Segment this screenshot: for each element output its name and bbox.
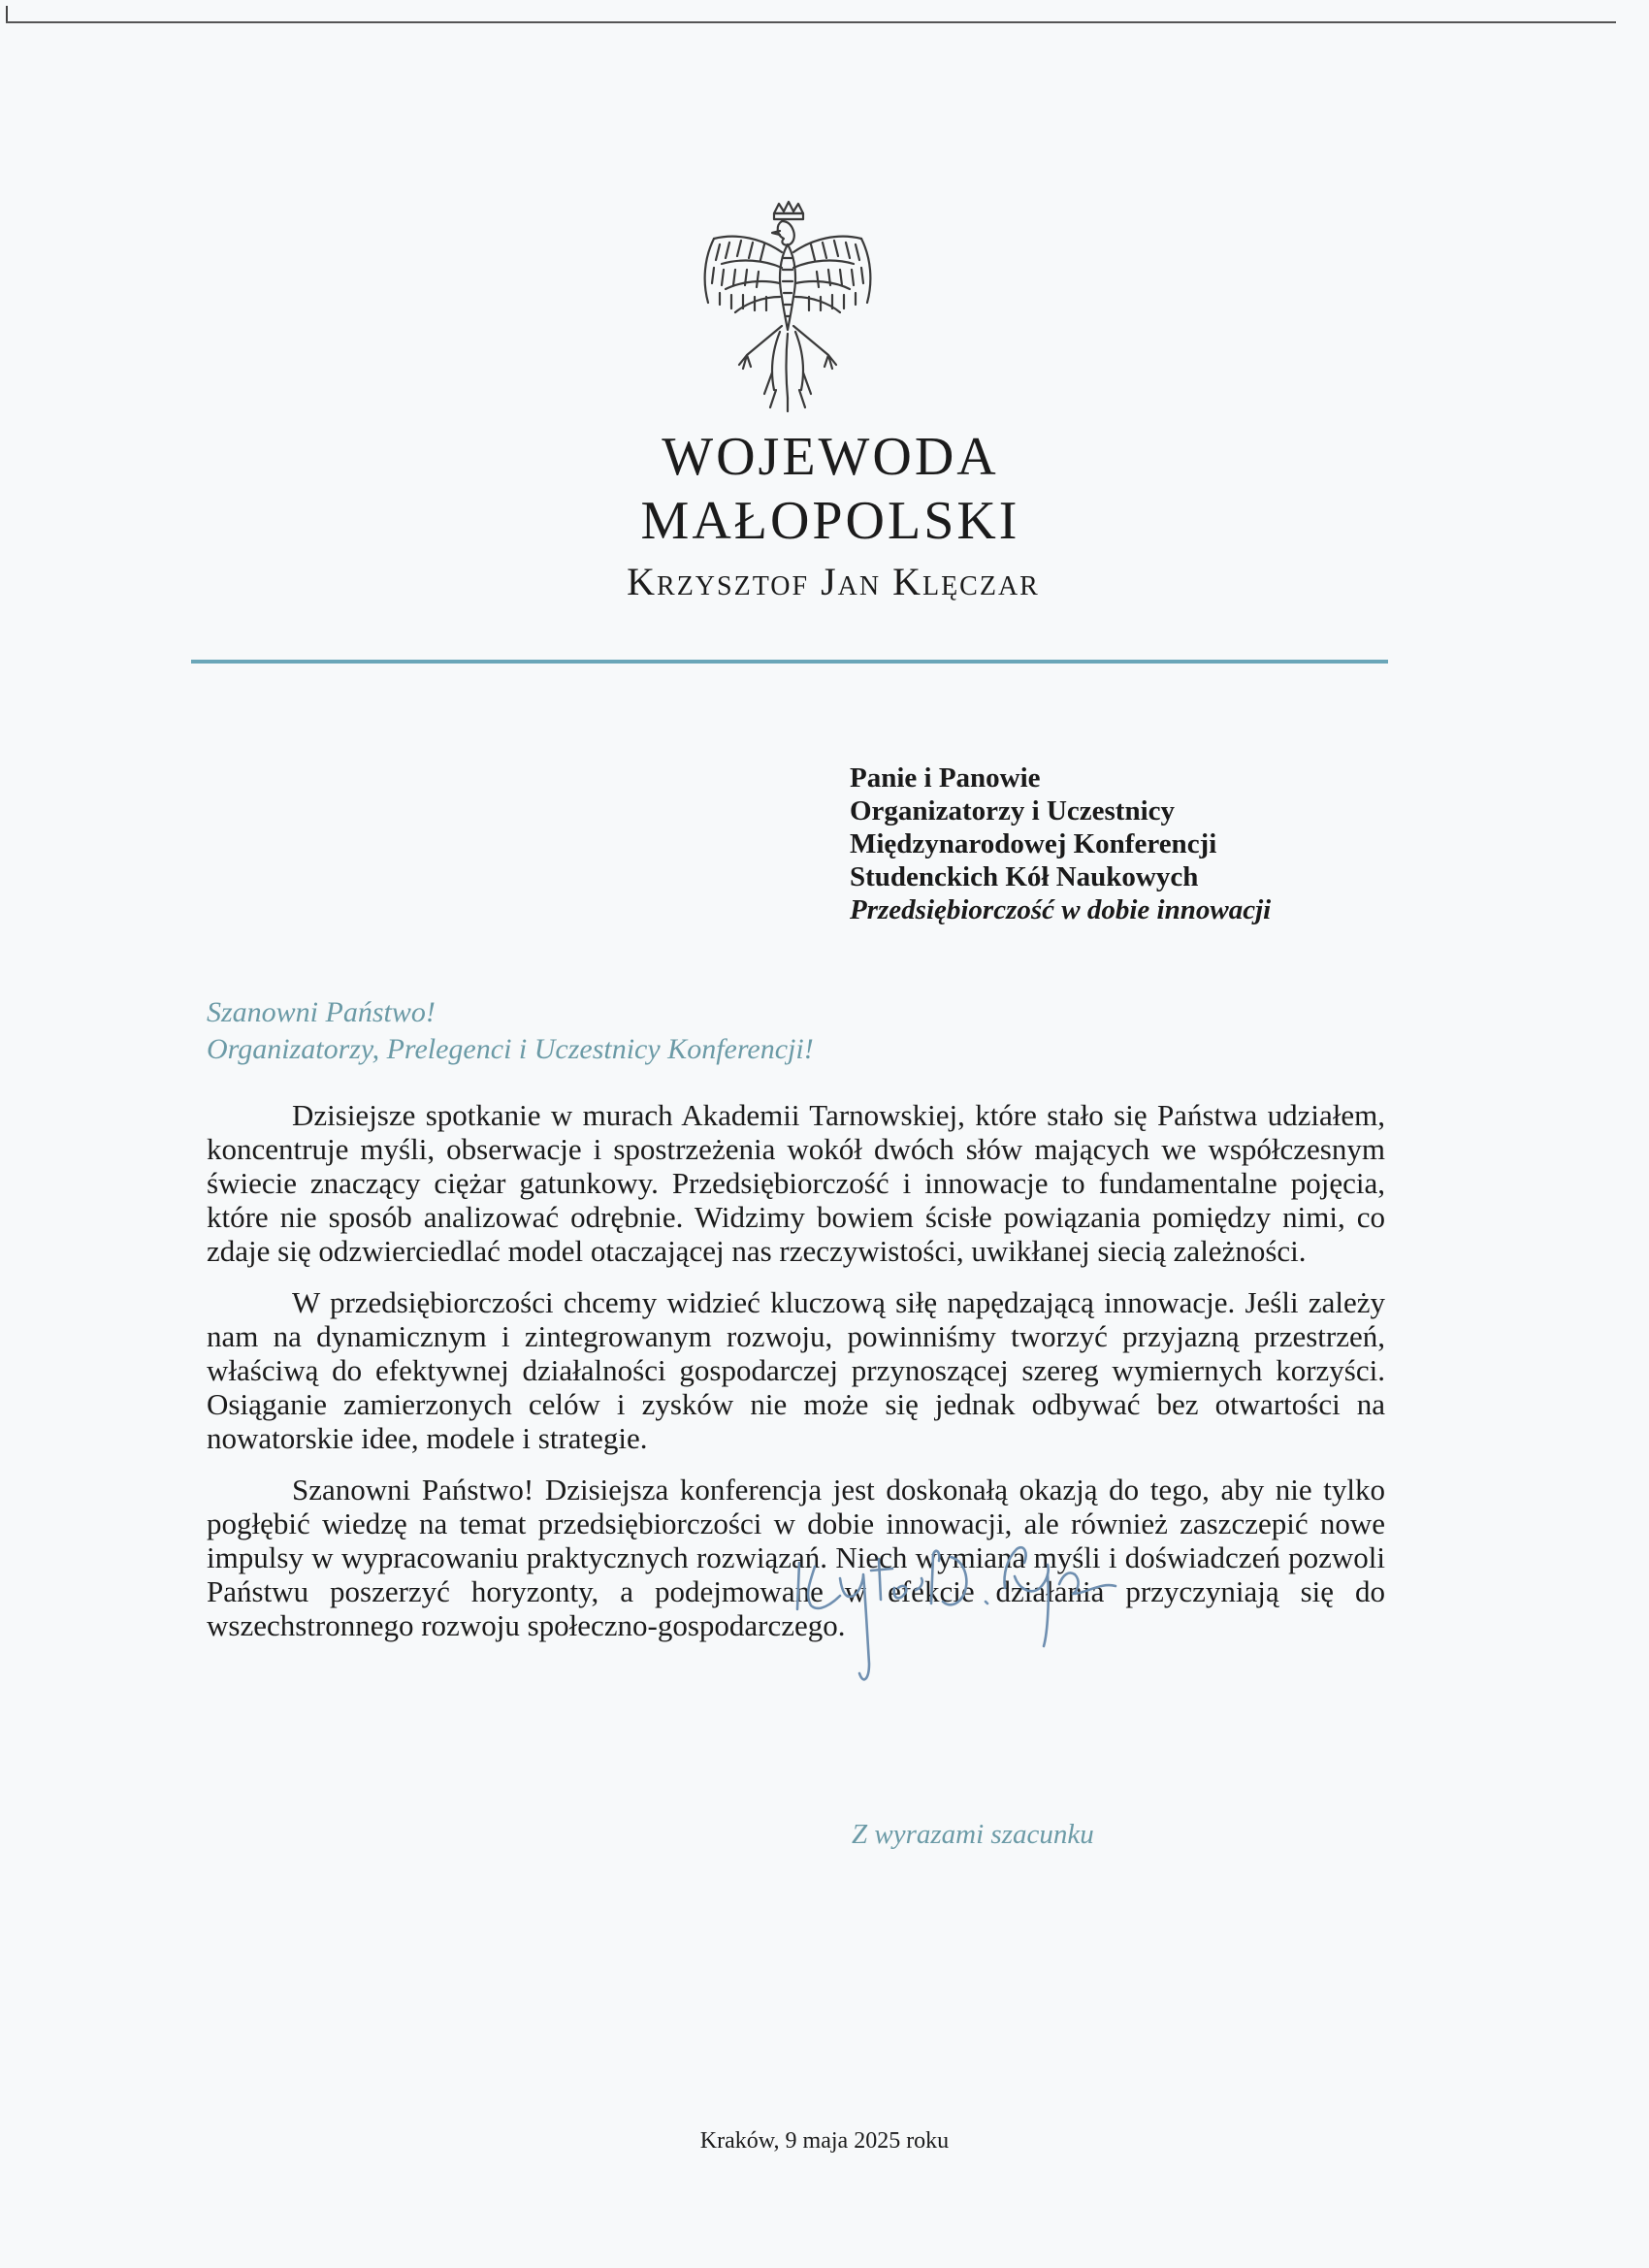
office-header (0, 425, 1649, 604)
body-paragraph: Szanowni Państwo! Dzisiejsza konferencja jest doskonałą okazją do tego, aby nie tylko pogłębić wiedzę na temat przedsiębiorczości w dobie innowacji, ale również zaszczepić nowe impulsy w wypracowaniu praktycznych rozwiązań. Niech wymiana myśli i doświadczeń pozwoli Państwu poszerzyć horyzonty, a podejmowane w efekcie działania przyczyniają się do wszechstronnego rozwoju społeczno-gospodarczego. (207, 1473, 1385, 1642)
addressee-line: Panie i Panowie (850, 762, 1041, 794)
handwritten-signature-icon (786, 1528, 1290, 1712)
addressee-line: Międzynarodowej Konferencji (850, 828, 1217, 859)
addressee-line: Organizatorzy i Uczestnicy (850, 795, 1176, 826)
place-and-date: Kraków, 9 maja 2025 roku (699, 2128, 950, 2154)
salutation-line: Organizatorzy, Prelegenci i Uczestnicy Konferencji! (207, 1033, 814, 1065)
office-title-line1: WOJEWODA (662, 427, 999, 487)
official-name: Krzysztof Jan Klęczar (627, 560, 1040, 603)
body-paragraph: Dzisiejsze spotkanie w murach Akademii Tarnowskiej, które stało się Państwa udziałem, koncentruje myśli, obserwacje i spostrzeżenia wokół dwóch słów mających we współczesnym świecie znaczący ciężar gatunkowy. Przedsiębiorczość i innowacje to fundamentalne pojęcia, które nie sposób analizować odrębnie. Widzimy bowiem ścisłe powiązania pomiędzy nimi, co zdaje się odzwierciedlać model otaczającej nas rzeczywistości, uwikłanej siecią zależności. (207, 1098, 1385, 1268)
header-divider (191, 660, 1388, 664)
salutation-line: Szanowni Państwo! (207, 996, 436, 1028)
body-paragraph: W przedsiębiorczości chcemy widzieć kluczową siłę napędzającą innowacje. Jeśli zależy nam na dynamicznym i zintegrowanym rozwoju, powinniśmy tworzyć przyjazną przestrzeń, właściwą do efektywnej działalności gospodarczej przynoszącej szereg wymiernych korzyści. Osiąganie zamierzonych celów i zysków nie może się jednak odbywać bez otwartości na nowatorskie idee, modele i strategie. (207, 1285, 1385, 1455)
salutation (207, 994, 814, 1068)
conference-title: Przedsiębiorczość w dobie innowacji (850, 894, 1272, 925)
office-title-line2: MAŁOPOLSKI (640, 491, 1020, 551)
closing-phrase: Z wyrazami szacunku (852, 1819, 1094, 1850)
addressee-line: Studenckich Kół Naukowych (850, 861, 1199, 892)
scan-edge-line (6, 21, 1616, 23)
addressee-block (850, 761, 1271, 926)
polish-eagle-icon (687, 200, 890, 413)
